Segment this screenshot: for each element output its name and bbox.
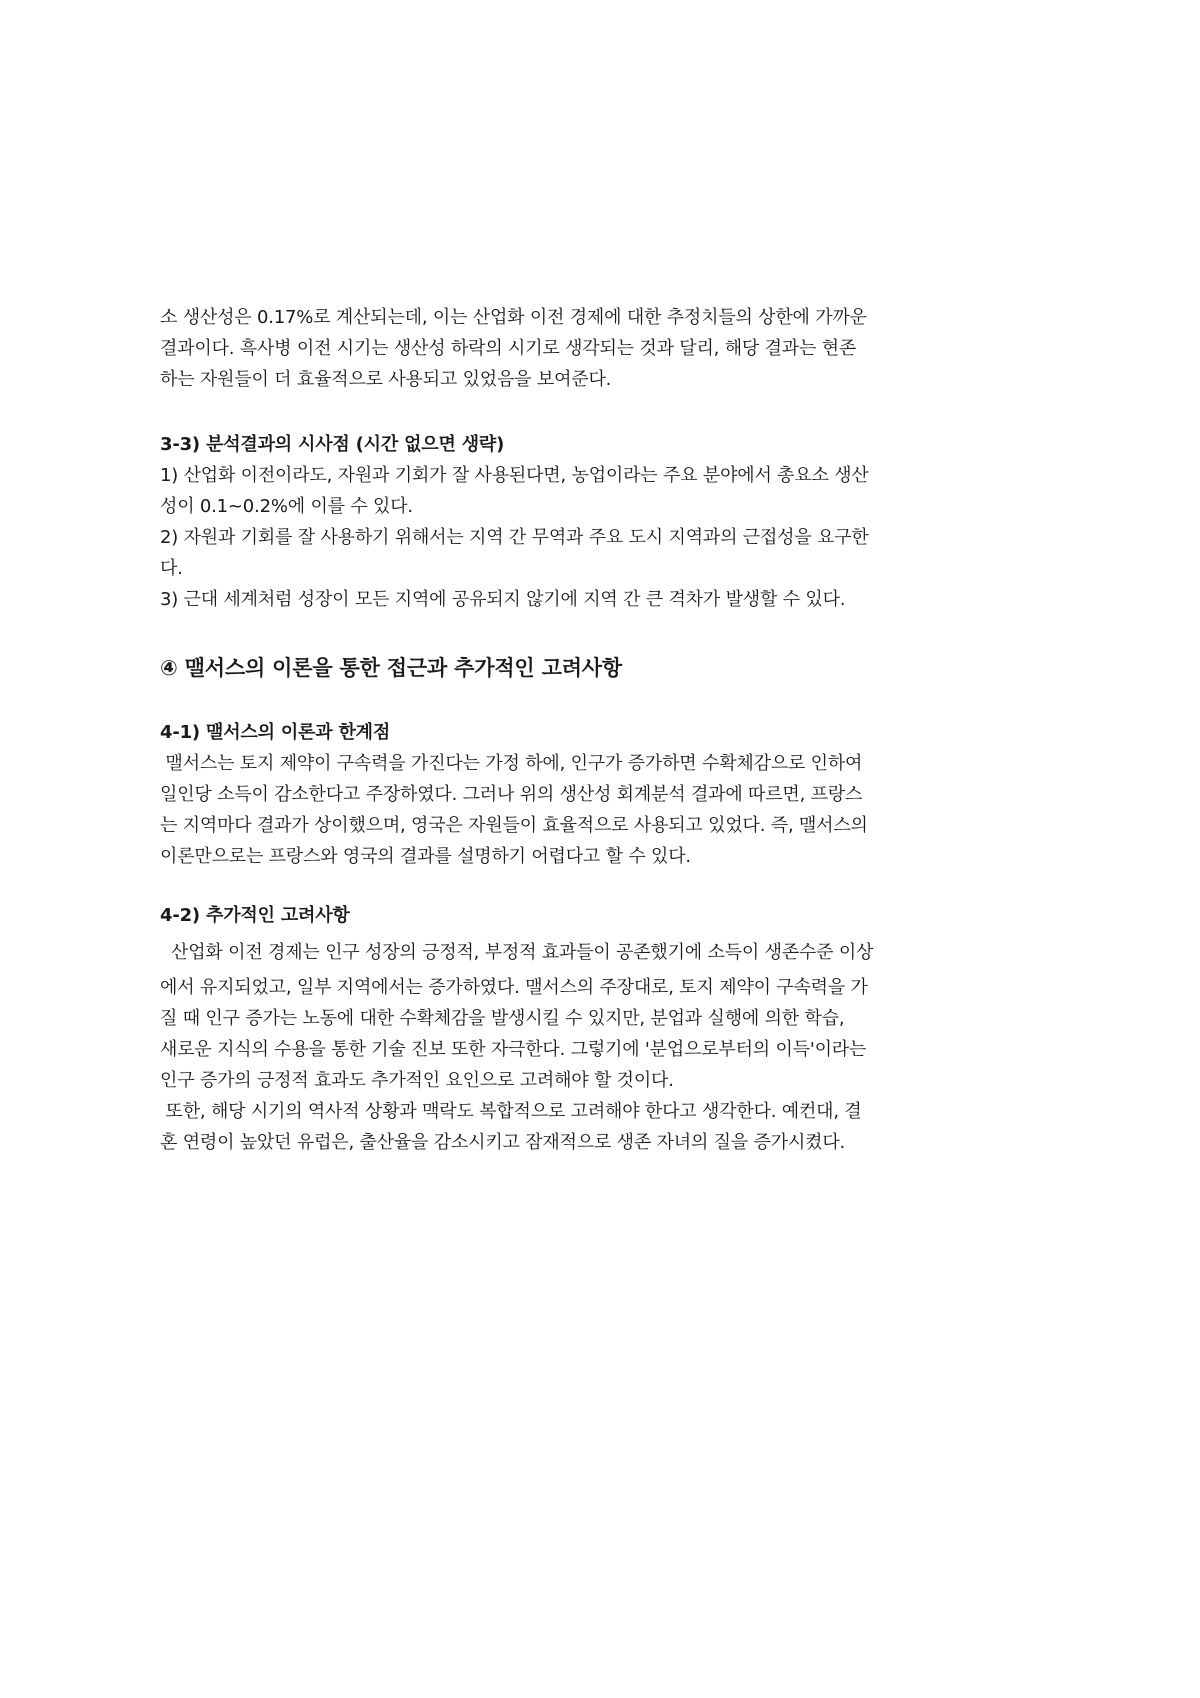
text-line: 는 지역마다 결과가 상이했으며, 영국은 자원들이 효율적으로 사용되고 있었다. 즉, 맬서스의 (160, 815, 868, 836)
text-line: 소 생산성은 0.17%로 계산되는데, 이는 산업화 이전 경제에 대한 추정치들의 상한에 가까운 (160, 307, 867, 328)
text-line: 또한, 해당 시기의 역사적 상황과 맥락도 복합적으로 고려해야 한다고 생각한다. 예컨대, 결 (160, 1101, 862, 1122)
document-page (160, 302, 1040, 1158)
text-line: 새로운 지식의 수용을 통한 기술 진보 또한 자극한다. 그렇기에 '분업으로부터의 이득'이라는 (160, 1039, 867, 1060)
section-4-1-body (160, 748, 1040, 872)
text-line: 성이 0.1~0.2%에 이를 수 있다. (160, 496, 413, 517)
text-line: 일인당 소득이 감소한다고 주장하였다. 그러나 위의 생산성 회계분석 결과에 따르면, 프랑스 (160, 784, 863, 805)
text-line: 2) 자원과 기회를 잘 사용하기 위해서는 지역 간 무역과 주요 도시 지역과의 근접성을 요구한 (160, 527, 869, 548)
section-4-heading: ④ 맬서스의 이론을 통한 접근과 추가적인 고려사항 (160, 656, 622, 680)
text-line: 혼 연령이 높았던 유럽은, 출산율을 감소시키고 잠재적으로 생존 자녀의 질을 증가시켰다. (160, 1132, 846, 1153)
text-line: 1) 산업화 이전이라도, 자원과 기회가 잘 사용된다면, 농업이라는 주요 분야에서 총요소 생산 (160, 465, 869, 486)
intro-paragraph (160, 302, 1040, 395)
text-line: 이론만으로는 프랑스와 영국의 결과를 설명하기 어렵다고 할 수 있다. (160, 846, 691, 867)
text-line: 산업화 이전 경제는 인구 성장의 긍정적, 부정적 효과들이 공존했기에 소득이 생존수준 이상 (160, 942, 874, 963)
text-line: 하는 자원들이 더 효율적으로 사용되고 있었음을 보여준다. (160, 369, 612, 390)
section-3-3-heading: 3-3) 분석결과의 시사점 (시간 없으면 생략) (160, 434, 505, 455)
section-4-1-heading: 4-1) 맬서스의 이론과 한계점 (160, 722, 391, 743)
section-3-3-body (160, 460, 1040, 615)
text-line: 에서 유지되었고, 일부 지역에서는 증가하였다. 맬서스의 주장대로, 토지 제약이 구속력을 가 (160, 977, 868, 998)
text-line: 결과이다. 흑사병 이전 시기는 생산성 하락의 시기로 생각되는 것과 달리, 해당 결과는 현존 (160, 338, 857, 359)
text-line: 3) 근대 세계처럼 성장이 모든 지역에 공유되지 않기에 지역 간 큰 격차가 발생할 수 있다. (160, 589, 846, 610)
section-4-2-body (160, 937, 1040, 1158)
text-line: 질 때 인구 증가는 노동에 대한 수확체감을 발생시킬 수 있지만, 분업과 실행에 의한 학습, (160, 1008, 845, 1029)
section-4-2-heading: 4-2) 추가적인 고려사항 (160, 905, 350, 926)
text-line: 인구 증가의 긍정적 효과도 추가적인 요인으로 고려해야 할 것이다. (160, 1070, 674, 1091)
text-line: 맬서스는 토지 제약이 구속력을 가진다는 가정 하에, 인구가 증가하면 수확체감으로 인하여 (160, 753, 863, 774)
text-line: 다. (160, 558, 183, 579)
